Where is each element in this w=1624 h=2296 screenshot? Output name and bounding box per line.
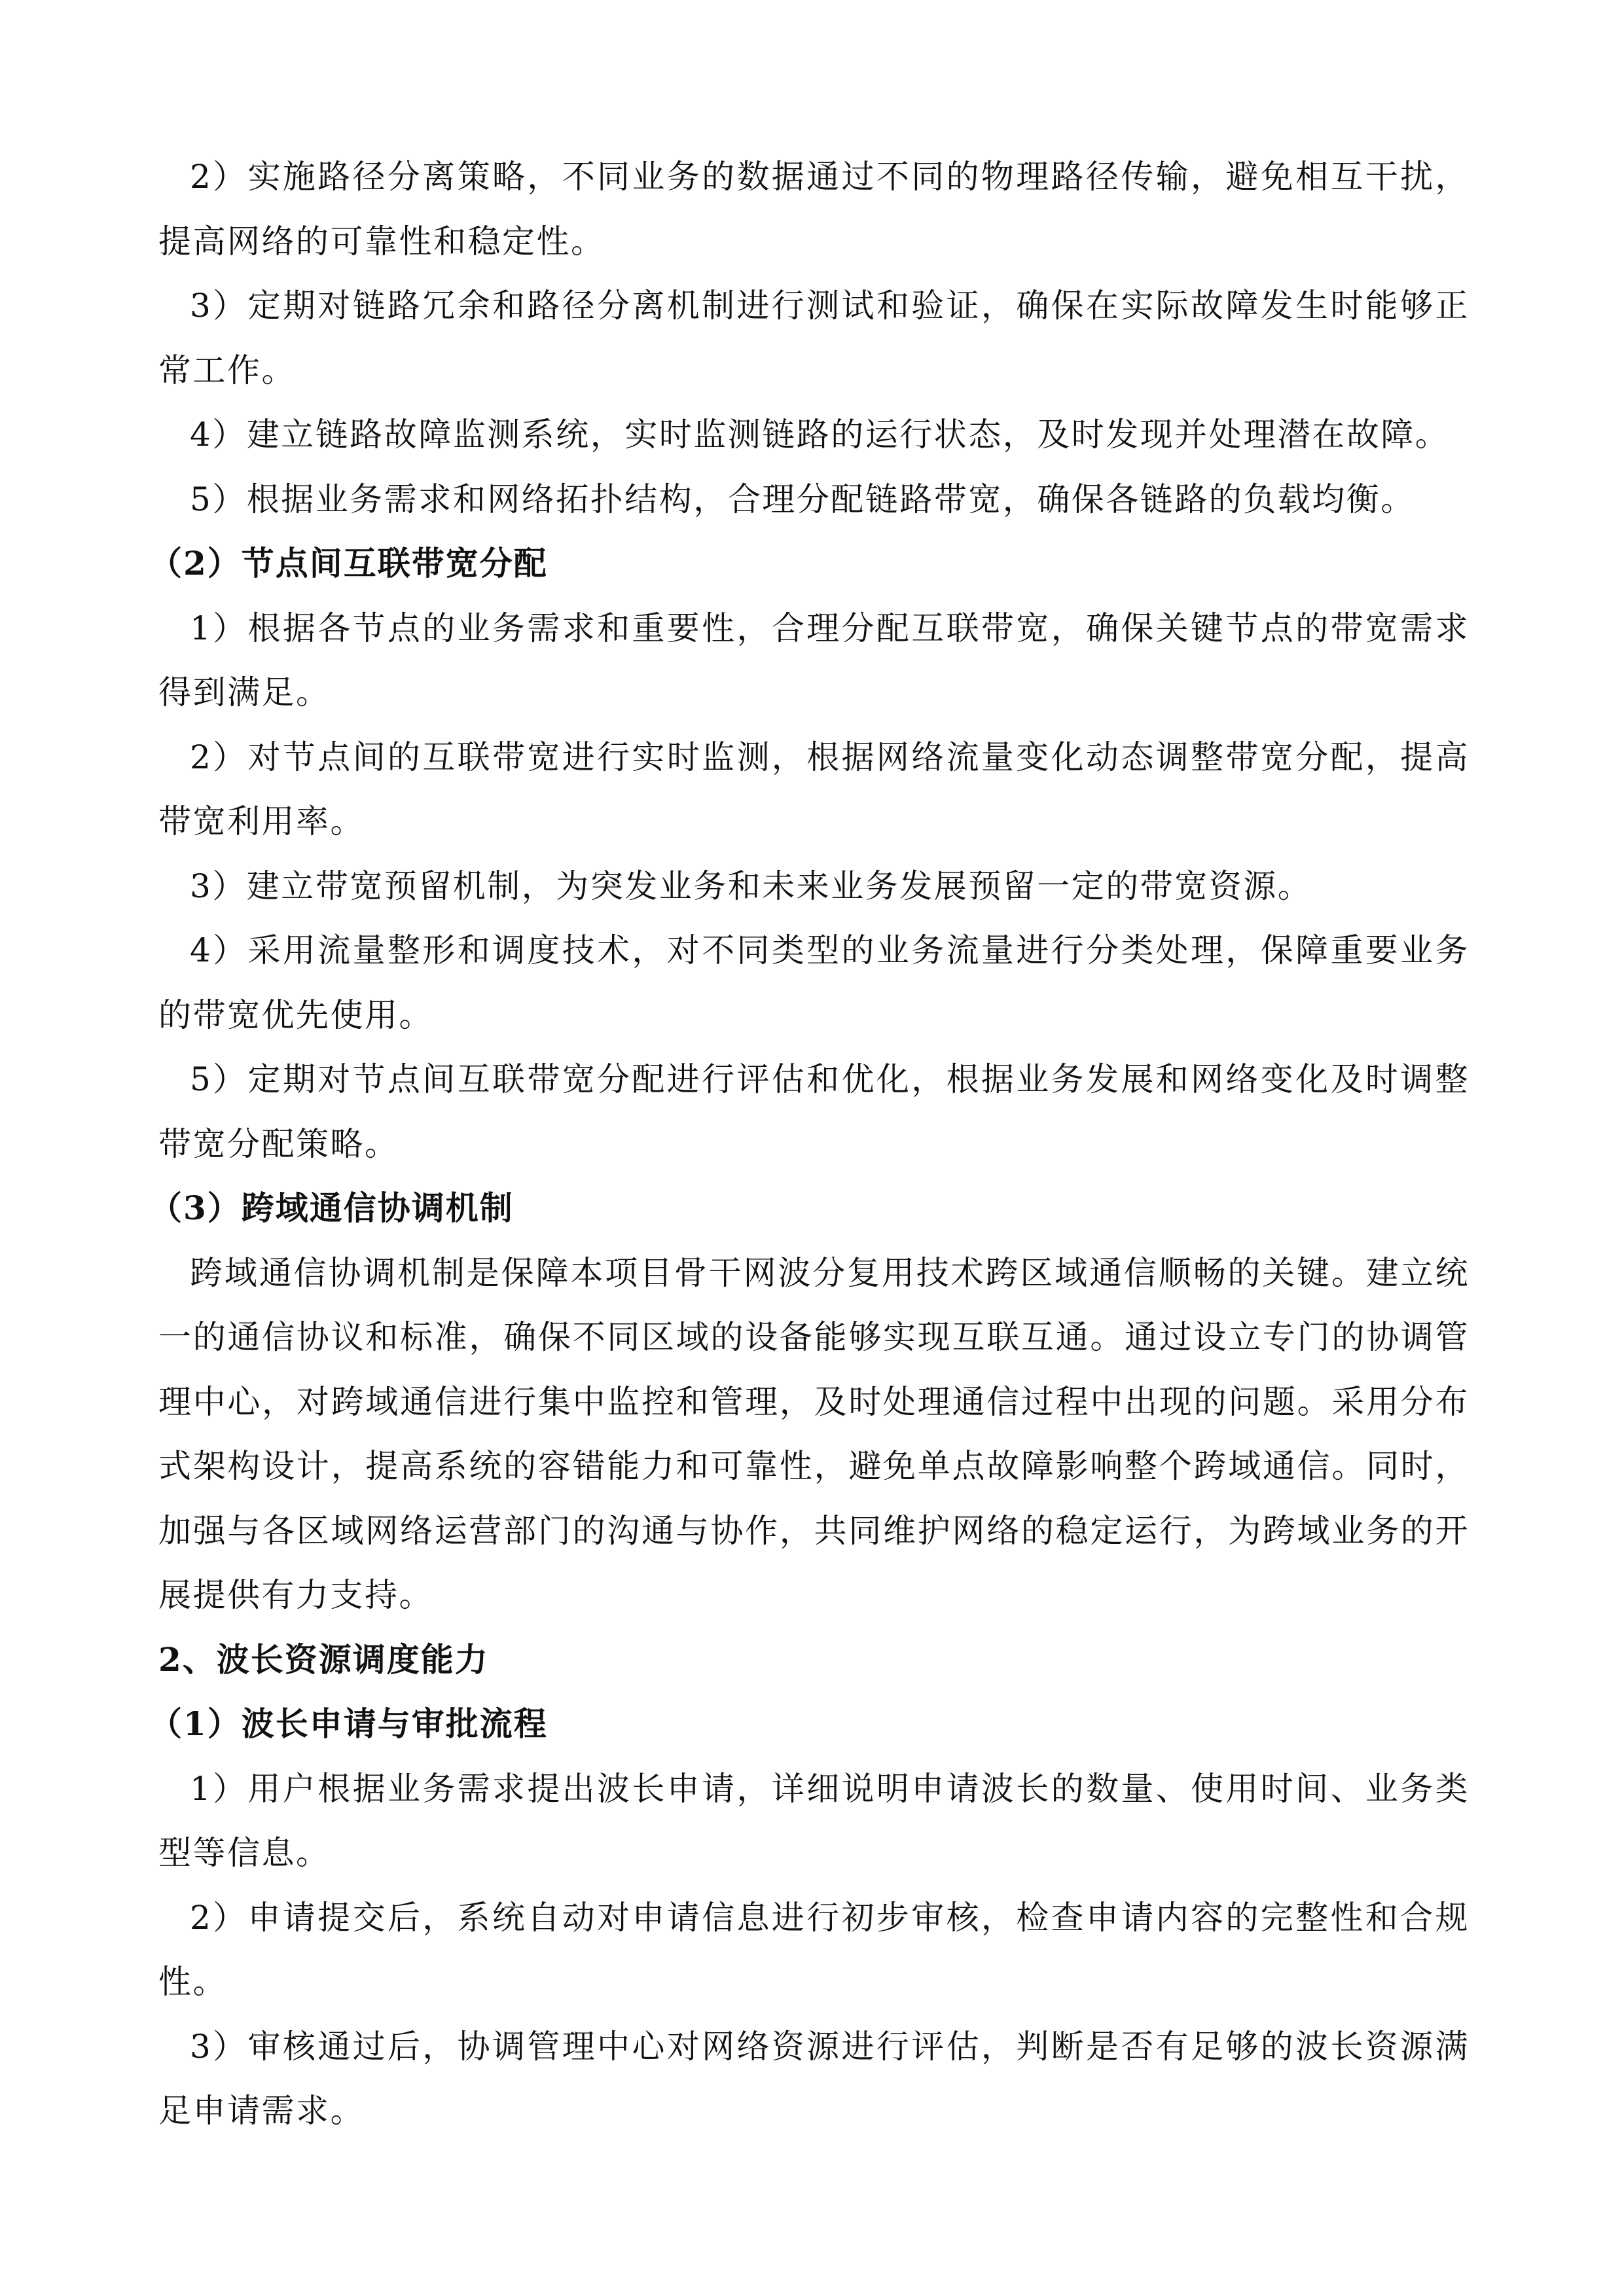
paragraph: 3）建立带宽预留机制，为突发业务和未来业务发展预留一定的带宽资源。 xyxy=(190,867,1312,905)
paragraph: 2）对节点间的互联带宽进行实时监测，根据网络流量变化动态调整带宽分配，提高带宽利用率。 xyxy=(158,738,1470,840)
paragraph: 1）用户根据业务需求提出波长申请，详细说明申请波长的数量、使用时间、业务类型等信息。 xyxy=(158,1769,1470,1872)
paragraph: 4）建立链路故障监测系统，实时监测链路的运行状态，及时发现并处理潜在故障。 xyxy=(190,416,1450,454)
subsection-heading: （1）波长申请与审批流程 xyxy=(149,1704,548,1743)
section-heading: 2、波长资源调度能力 xyxy=(158,1640,489,1679)
paragraph: 3）审核通过后，协调管理中心对网络资源进行评估，判断是否有足够的波长资源满足申请需求。 xyxy=(158,2027,1470,2130)
paragraph: 2）申请提交后，系统自动对申请信息进行初步审核，检查申请内容的完整性和合规性。 xyxy=(158,1898,1470,2001)
paragraph: 1）根据各节点的业务需求和重要性，合理分配互联带宽，确保关键节点的带宽需求得到满足。 xyxy=(158,609,1470,711)
paragraph: 4）采用流量整形和调度技术，对不同类型的业务流量进行分类处理，保障重要业务的带宽优先使用。 xyxy=(158,931,1470,1034)
subsection-heading: （3）跨域通信协调机制 xyxy=(149,1189,514,1227)
subsection-heading: （2）节点间互联带宽分配 xyxy=(149,544,548,583)
paragraph: 3）定期对链路冗余和路径分离机制进行测试和验证，确保在实际故障发生时能够正常工作。 xyxy=(158,287,1470,389)
paragraph: 跨域通信协调机制是保障本项目骨干网波分复用技术跨区域通信顺畅的关键。建立统一的通信协议和标准，确保不同区域的设备能够实现互联互通。通过设立专门的协调管理中心，对跨域通信进行集中监控和管理，及时处理通信过程中出现的问题。采用分布式架构设计，提高系统的容错能力和可靠性，避免单点故障影响整个跨域通信。同时，加强与各区域网络运营部门的沟通与协作，共同维护网络的稳定运行，为跨域业务的开展提供有力支持。 xyxy=(158,1253,1470,1614)
paragraph: 2）实施路径分离策略，不同业务的数据通过不同的物理路径传输，避免相互干扰，提高网络的可靠性和稳定性。 xyxy=(158,158,1470,260)
document-page xyxy=(149,145,1470,2144)
paragraph: 5）定期对节点间互联带宽分配进行评估和优化，根据业务发展和网络变化及时调整带宽分配策略。 xyxy=(158,1060,1470,1163)
paragraph: 5）根据业务需求和网络拓扑结构，合理分配链路带宽，确保各链路的负载均衡。 xyxy=(190,480,1415,518)
